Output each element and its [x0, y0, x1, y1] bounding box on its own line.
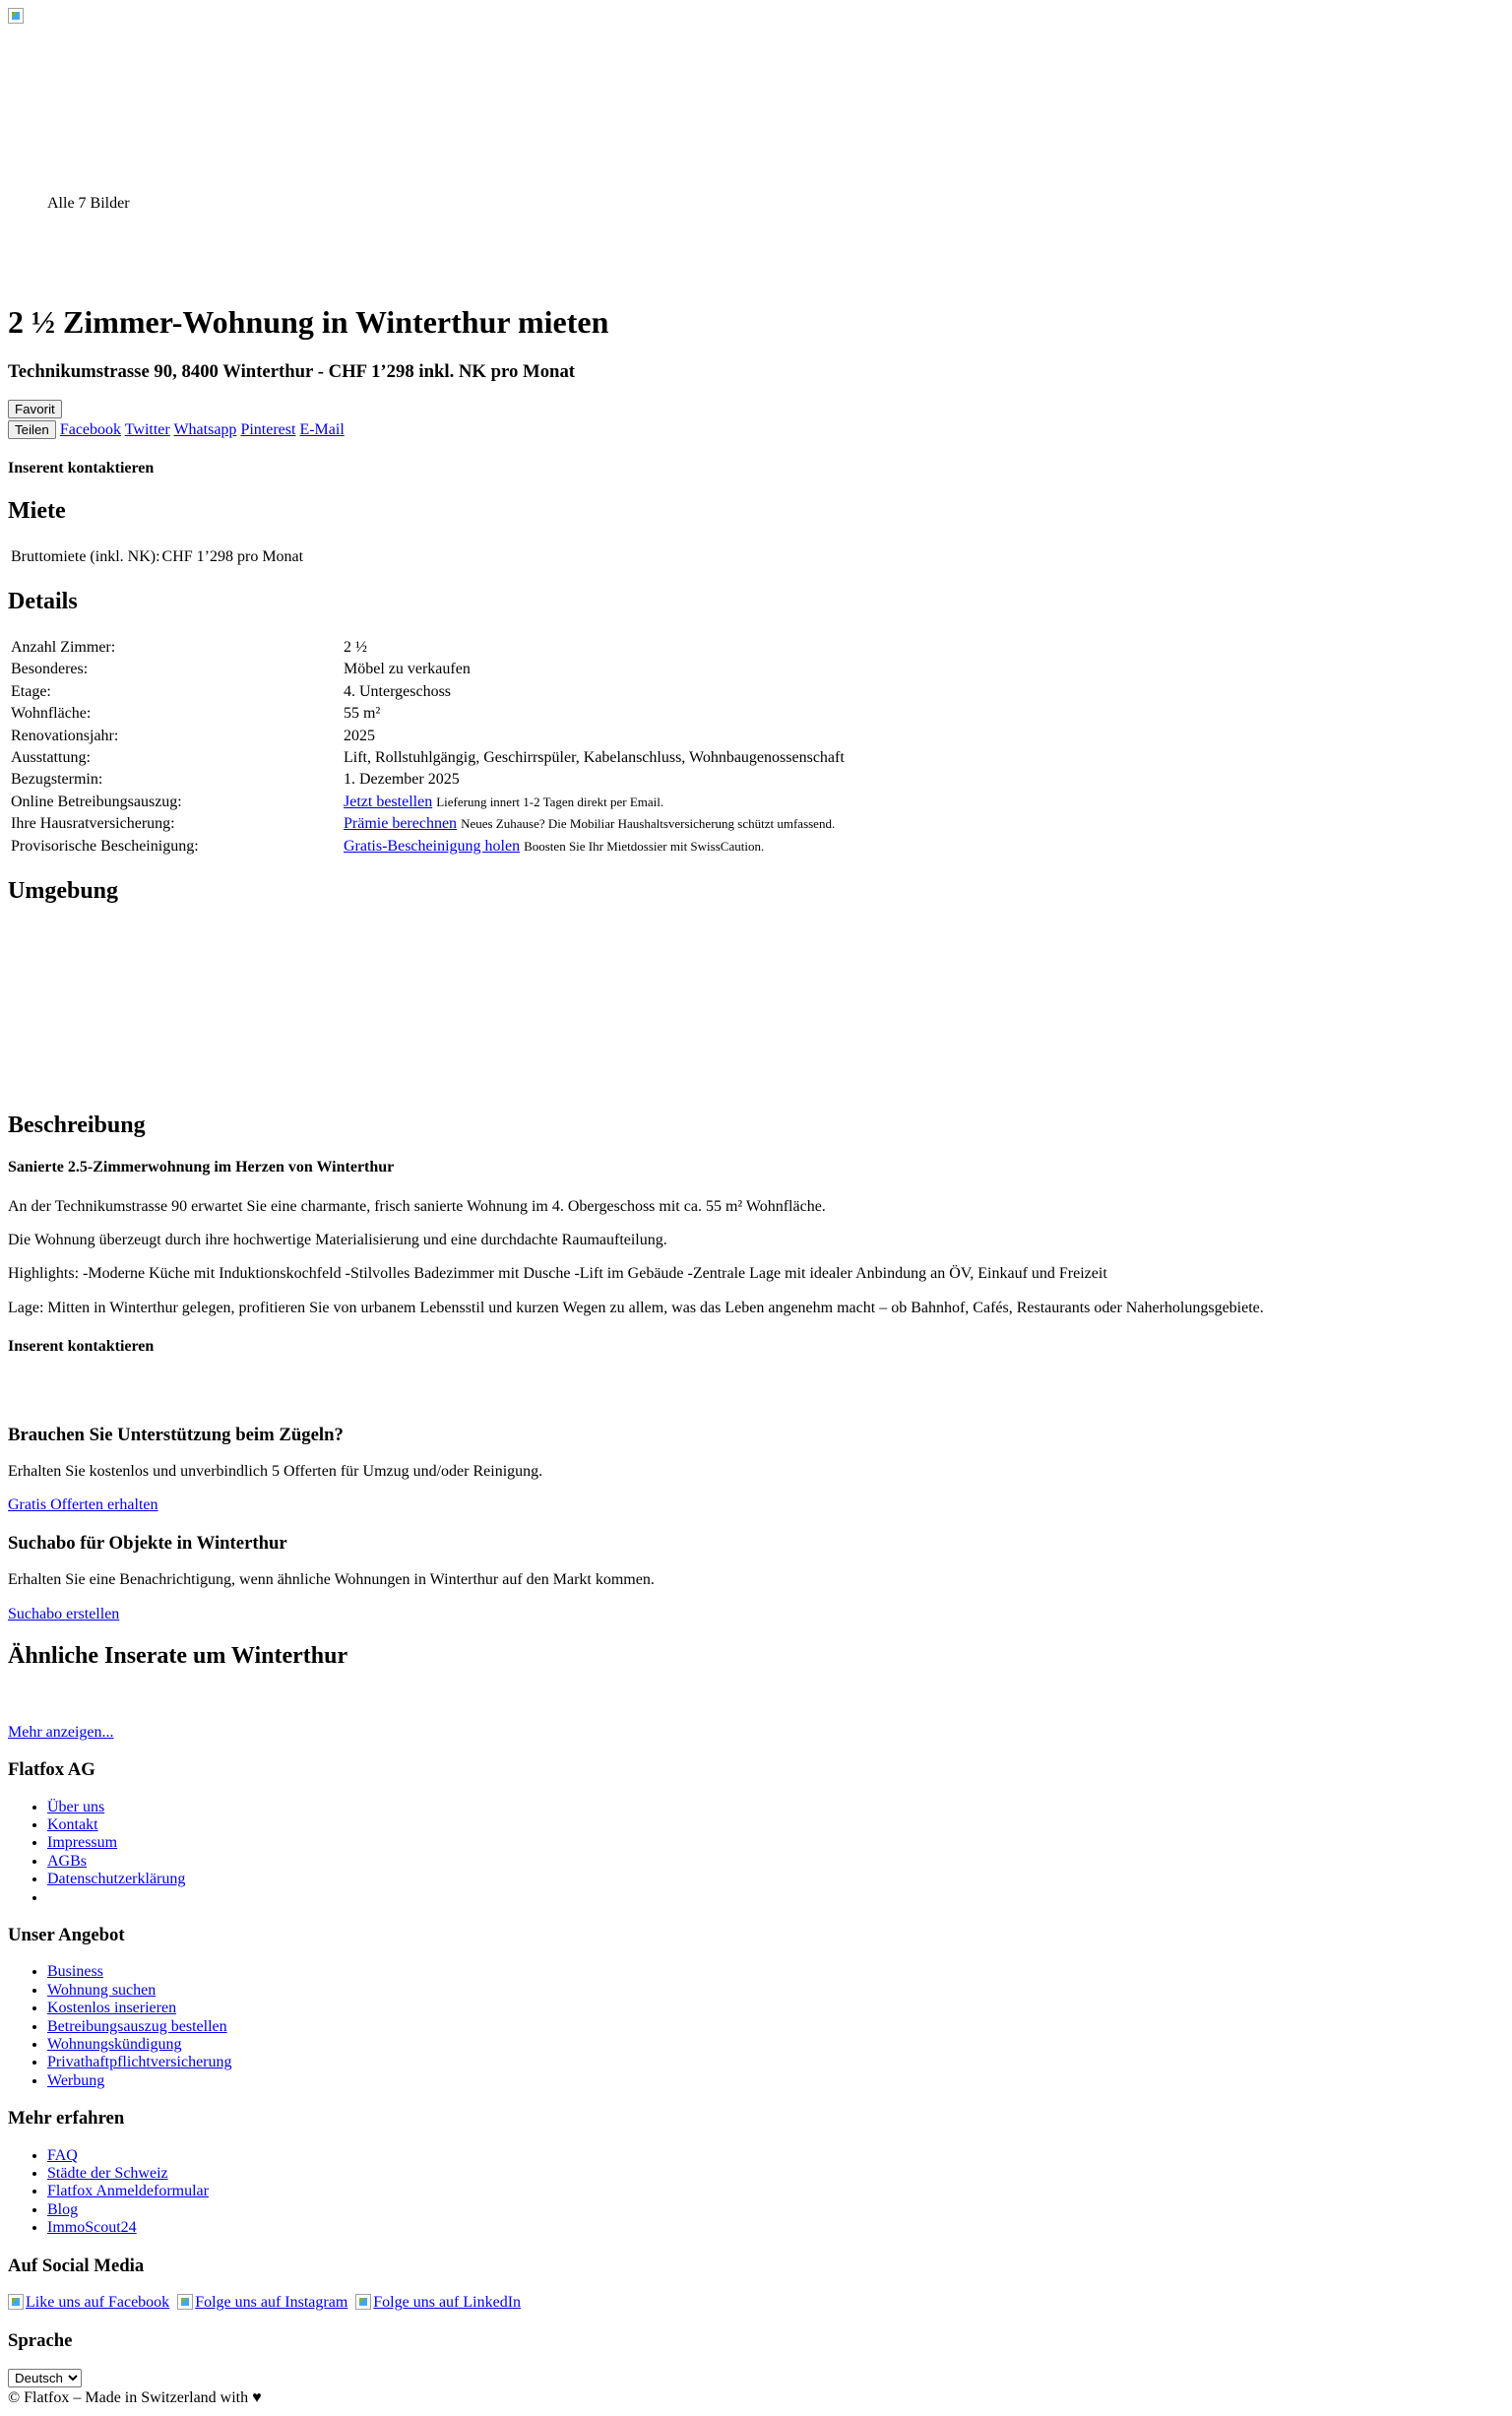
list-item [47, 1889, 1504, 1907]
footer-link-privacy[interactable]: Datenschutzerklärung [47, 1871, 186, 1888]
footer-company-list [8, 1799, 1504, 1907]
free-quotes-link[interactable]: Gratis Offerten erhalten [8, 1496, 158, 1514]
detail-value [343, 793, 846, 812]
share-row [8, 420, 1504, 439]
facebook-link[interactable] [8, 2294, 169, 2311]
detail-value: 55 m² [344, 705, 381, 723]
detail-label: Ausstattung: [11, 749, 91, 767]
detail-note: Boosten Sie Ihr Mietdossier mit SwissCaution. [524, 838, 765, 854]
list-item [47, 2219, 1504, 2237]
linkedin-link-label: Folge uns auf LinkedIn [373, 2294, 522, 2312]
footer-link-blog[interactable]: Blog [47, 2200, 79, 2218]
listing-image-icon[interactable] [8, 8, 24, 24]
share-whatsapp-link[interactable]: Whatsapp [173, 420, 237, 438]
free-certificate-link[interactable]: Gratis-Bescheinigung holen [344, 837, 521, 855]
similar-listings-heading: Ähnliche Inserate um Winterthur [8, 1643, 348, 1670]
footer-link-cancellation[interactable]: Wohnungskündigung [47, 2036, 182, 2054]
footer-link-imprint[interactable]: Impressum [47, 1834, 118, 1852]
favorite-button[interactable]: Favorit [8, 400, 62, 418]
image-gallery[interactable] [8, 8, 1504, 284]
search-alert-link-wrapper [8, 1606, 1504, 1623]
detail-value: 4. Untergeschoss [344, 682, 452, 700]
table-row [10, 638, 846, 658]
environment-heading: Umgebung [8, 877, 119, 904]
linkedin-link[interactable] [355, 2294, 521, 2311]
search-alert-heading: Suchabo für Objekte in Winterthur [8, 1532, 287, 1554]
language-select[interactable] [8, 2369, 82, 2387]
footer-link-liability-insurance[interactable]: Privathaftpflichtversicherung [47, 2054, 232, 2071]
list-item [47, 1871, 1504, 1888]
detail-value: 2 ½ [344, 639, 367, 657]
table-row [10, 682, 846, 702]
search-alert-text: Erhalten Sie eine Benachrichtigung, wenn ähnliche Wohnungen in Winterthur auf den Markt kommen. [8, 1571, 655, 1589]
moving-heading: Brauchen Sie Unterstützung beim Zügeln? [8, 1424, 344, 1445]
copyright: © Flatfox – Made in Switzerland with ♥ [8, 2389, 262, 2407]
table-row [10, 660, 846, 679]
list-item [47, 2147, 1504, 2165]
social-links [8, 2294, 1504, 2312]
details-table [8, 636, 848, 858]
list-item [47, 2036, 1504, 2054]
detail-label: Anzahl Zimmer: [11, 639, 116, 657]
calculate-premium-link[interactable]: Prämie berechnen [344, 815, 458, 833]
description-paragraph: Die Wohnung überzeugt durch ihre hochwertige Materialisierung und eine durchdachte Raumaufteilung. [8, 1231, 667, 1248]
detail-value [343, 814, 846, 834]
instagram-icon [177, 2294, 193, 2310]
detail-note: Lieferung innert 1-2 Tagen direkt per Email. [436, 794, 664, 809]
list-item [47, 1834, 1504, 1852]
listing-subtitle: Technikumstrasse 90, 8400 Winterthur - CHF 1’298 inkl. NK pro Monat [8, 360, 576, 382]
table-row [10, 704, 846, 724]
list-item [47, 1799, 1504, 1816]
detail-value: 2025 [344, 727, 375, 744]
instagram-link-label: Folge uns auf Instagram [195, 2294, 348, 2312]
footer-link-about[interactable]: Über uns [47, 1798, 105, 1815]
rent-value: CHF 1’298 pro Monat [161, 548, 304, 566]
moving-link-wrapper [8, 1496, 1504, 1514]
detail-label: Etage: [11, 682, 51, 700]
detail-value: Lift, Rollstuhlgängig, Geschirrspüler, Kabelanschluss, Wohnbaugenossenschaft [344, 749, 845, 767]
listing-title: 2 ½ Zimmer-Wohnung in Winterthur mieten [8, 304, 609, 340]
footer-learn-list [8, 2147, 1504, 2238]
contact-heading-top[interactable]: Inserent kontaktieren [8, 460, 155, 477]
footer-link-free-listing[interactable]: Kostenlos inserieren [47, 2000, 177, 2017]
description-title: Sanierte 2.5-Zimmerwohnung im Herzen von Winterthur [8, 1159, 395, 1176]
footer-link-contact[interactable]: Kontakt [47, 1815, 98, 1833]
details-heading: Details [8, 589, 78, 615]
share-twitter-link[interactable]: Twitter [124, 420, 170, 438]
all-images-link[interactable]: Alle 7 Bilder [47, 195, 130, 212]
footer-link-cities[interactable]: Städte der Schweiz [47, 2165, 168, 2183]
table-row [10, 748, 846, 768]
show-more-link[interactable]: Mehr anzeigen... [8, 1723, 114, 1741]
footer-link-search-apartment[interactable]: Wohnung suchen [47, 1981, 157, 1999]
description-paragraph: Highlights: -Moderne Küche mit Induktionskochfeld -Stilvolles Badezimmer mit Dusche -Lift im Gebäude -Zentrale Lage mit idealer Anbindung an ÖV, Einkauf und Freizeit [8, 1265, 1107, 1283]
share-button[interactable]: Teilen [8, 420, 56, 439]
facebook-link-label: Like uns auf Facebook [26, 2294, 170, 2312]
table-row [10, 770, 846, 790]
footer-learn-heading: Mehr erfahren [8, 2108, 125, 2130]
list-item [47, 1816, 1504, 1834]
contact-heading-bottom[interactable]: Inserent kontaktieren [8, 1338, 155, 1356]
rent-table [8, 545, 306, 569]
create-search-alert-link[interactable]: Suchabo erstellen [8, 1605, 120, 1622]
detail-value: 1. Dezember 2025 [344, 771, 460, 789]
contact-form-area [8, 1377, 1504, 1407]
list-item [47, 2201, 1504, 2219]
footer-link-advertising[interactable]: Werbung [47, 2071, 105, 2089]
footer-language-heading: Sprache [8, 2329, 73, 2351]
footer-social-heading: Auf Social Media [8, 2255, 145, 2276]
list-item [47, 1982, 1504, 2000]
footer-link-debt-record[interactable]: Betreibungsauszug bestellen [47, 2017, 227, 2035]
table-row [10, 727, 846, 746]
detail-label: Besonderes: [11, 661, 89, 678]
description-paragraph: An der Technikumstrasse 90 erwartet Sie eine charmante, frisch sanierte Wohnung im 4. Obergeschoss mit ca. 55 m² Wohnfläche. [8, 1197, 826, 1215]
footer-offer-list [8, 1963, 1504, 2090]
list-item [47, 2054, 1504, 2071]
table-row [10, 814, 846, 834]
action-bar [8, 400, 1504, 418]
footer-company-heading: Flatfox AG [8, 1759, 95, 1781]
detail-label: Ihre Hausratversicherung: [11, 815, 175, 833]
linkedin-icon [355, 2294, 371, 2310]
list-item [47, 2183, 1504, 2200]
share-email-link[interactable]: E-Mail [299, 420, 345, 438]
rent-heading: Miete [8, 498, 66, 525]
list-item [47, 1853, 1504, 1871]
facebook-icon [8, 2294, 24, 2310]
footer-link-application-form[interactable]: Flatfox Anmeldeformular [47, 2183, 209, 2200]
footer-link-terms[interactable]: AGBs [47, 1852, 88, 1870]
detail-label: Online Betreibungsauszug: [11, 793, 182, 810]
detail-label: Renovationsjahr: [11, 727, 119, 744]
detail-label: Provisorische Bescheinigung: [11, 837, 199, 855]
detail-label: Bezugstermin: [11, 771, 103, 789]
list-item [47, 2018, 1504, 2036]
list-item [47, 1963, 1504, 1981]
order-debt-record-link[interactable]: Jetzt bestellen [344, 793, 433, 810]
detail-value [343, 837, 846, 857]
list-item [47, 2072, 1504, 2090]
detail-note: Neues Zuhause? Die Mobiliar Haushaltsversicherung schützt umfassend. [461, 816, 836, 832]
detail-label: Wohnfläche: [11, 705, 92, 723]
share-pinterest-link[interactable]: Pinterest [240, 420, 296, 438]
instagram-link[interactable] [177, 2294, 347, 2311]
table-row [10, 793, 846, 812]
footer-link-faq[interactable]: FAQ [47, 2146, 78, 2164]
footer-link-immoscout[interactable]: ImmoScout24 [47, 2219, 137, 2237]
list-item [47, 2000, 1504, 2017]
table-row [10, 837, 846, 857]
share-facebook-link[interactable]: Facebook [59, 420, 122, 438]
similar-listings-area [8, 1690, 1504, 1724]
description-paragraph: Lage: Mitten in Winterthur gelegen, profitieren Sie von urbanem Lebensstil und kurzen Wegen zu allem, was das Leben angenehm macht – ob Bahnhof, Cafés, Restaurants oder Naherholungsgebiete. [8, 1299, 1264, 1316]
footer-link-business[interactable]: Business [47, 1963, 103, 1981]
detail-value: Möbel zu verkaufen [344, 661, 471, 678]
table-row [10, 547, 304, 567]
list-item [47, 2165, 1504, 2183]
rent-label: Bruttomiete (inkl. NK): [11, 548, 160, 566]
description-heading: Beschreibung [8, 1112, 146, 1138]
moving-text: Erhalten Sie kostenlos und unverbindlich 5 Offerten für Umzug und/oder Reinigung. [8, 1463, 543, 1481]
footer-offer-heading: Unser Angebot [8, 1924, 125, 1945]
map-area[interactable] [8, 925, 1504, 1093]
